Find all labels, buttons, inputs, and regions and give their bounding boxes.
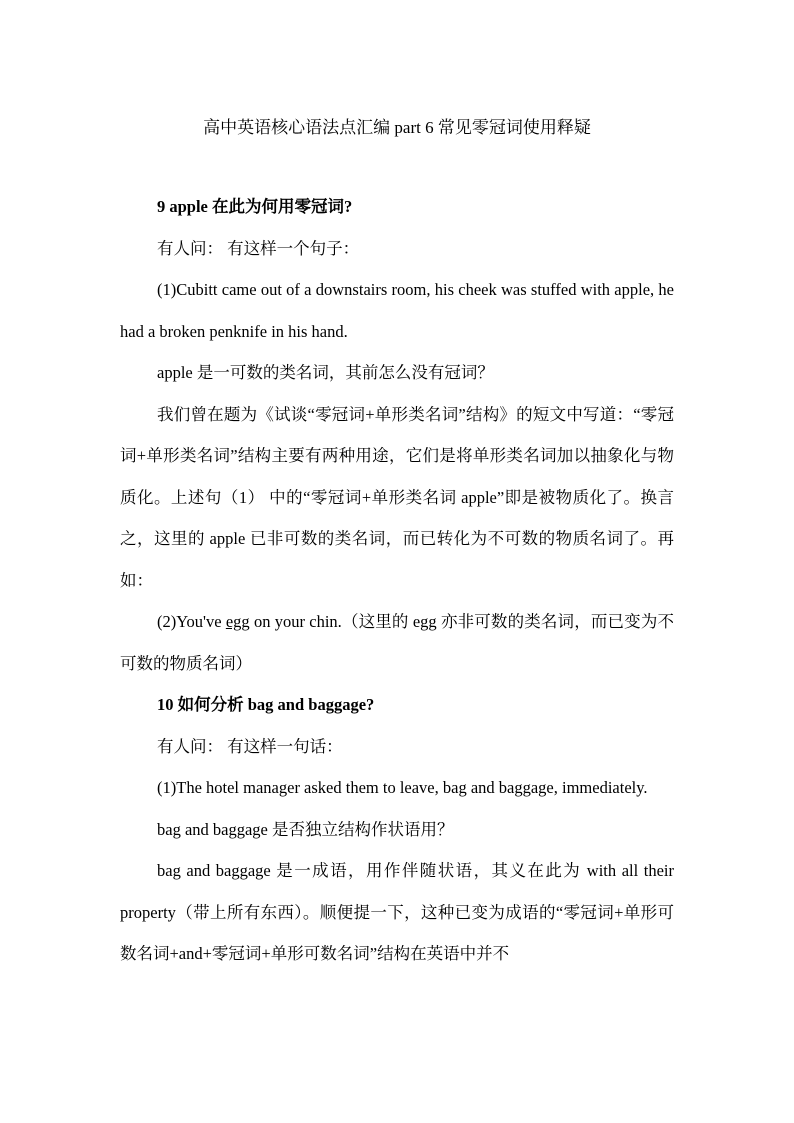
section-9-example-1: (1)Cubitt came out of a downstairs room, his cheek was stuffed with apple, he had a broken penknife in his hand. [120, 280, 674, 341]
underlined-word-egg: egg [225, 612, 250, 631]
example-2-text-end: on your chin.（这里的 egg 亦非可数的类名词，而已变为不可数的物质名词） [120, 612, 674, 673]
section-10-example-1: (1)The hotel manager asked them to leave, bag and baggage, immediately. [157, 778, 648, 797]
section-9-question-intro: 有人问： 有这样一个句子： [157, 238, 360, 258]
section-9-example-2 [120, 601, 674, 684]
document-body [120, 186, 674, 975]
document-title: 高中英语核心语法点汇编 part 6 常见零冠词使用释疑 [203, 118, 591, 137]
section-10-question-intro: 有人问： 有这样一句话： [157, 736, 343, 756]
example-2-text-start: (2)You've [157, 612, 226, 631]
section-10-question: bag and baggage 是否独立结构作状语用？ [157, 819, 454, 839]
section-10-heading: 10 如何分析 bag and baggage? [157, 695, 375, 714]
section-9-answer: 我们曾在题为《试谈“零冠词+单形类名词”结构》的短文中写道：“零冠词+单形类名词”结构主要有两种用途，它们是将单形类名词加以抽象化与物质化。上述句（1） 中的“零冠词+单形类名词 apple”即是被物质化了。换言之，这里的 apple 已非可数的类名词，而已转化为不可数的物质名词了。再如： [120, 404, 674, 590]
section-9-question: apple 是一可数的类名词，其前怎么没有冠词？ [157, 363, 494, 382]
section-9-heading: 9 apple 在此为何用零冠词? [157, 197, 353, 216]
section-10-answer: bag and baggage 是一成语，用作伴随状语，其义在此为 with all their property（带上所有东西）。顺便提一下，这种已变为成语的“零冠词+单形可数名词+and+零冠词+单形可数名词”结构在英语中并不 [120, 861, 674, 963]
